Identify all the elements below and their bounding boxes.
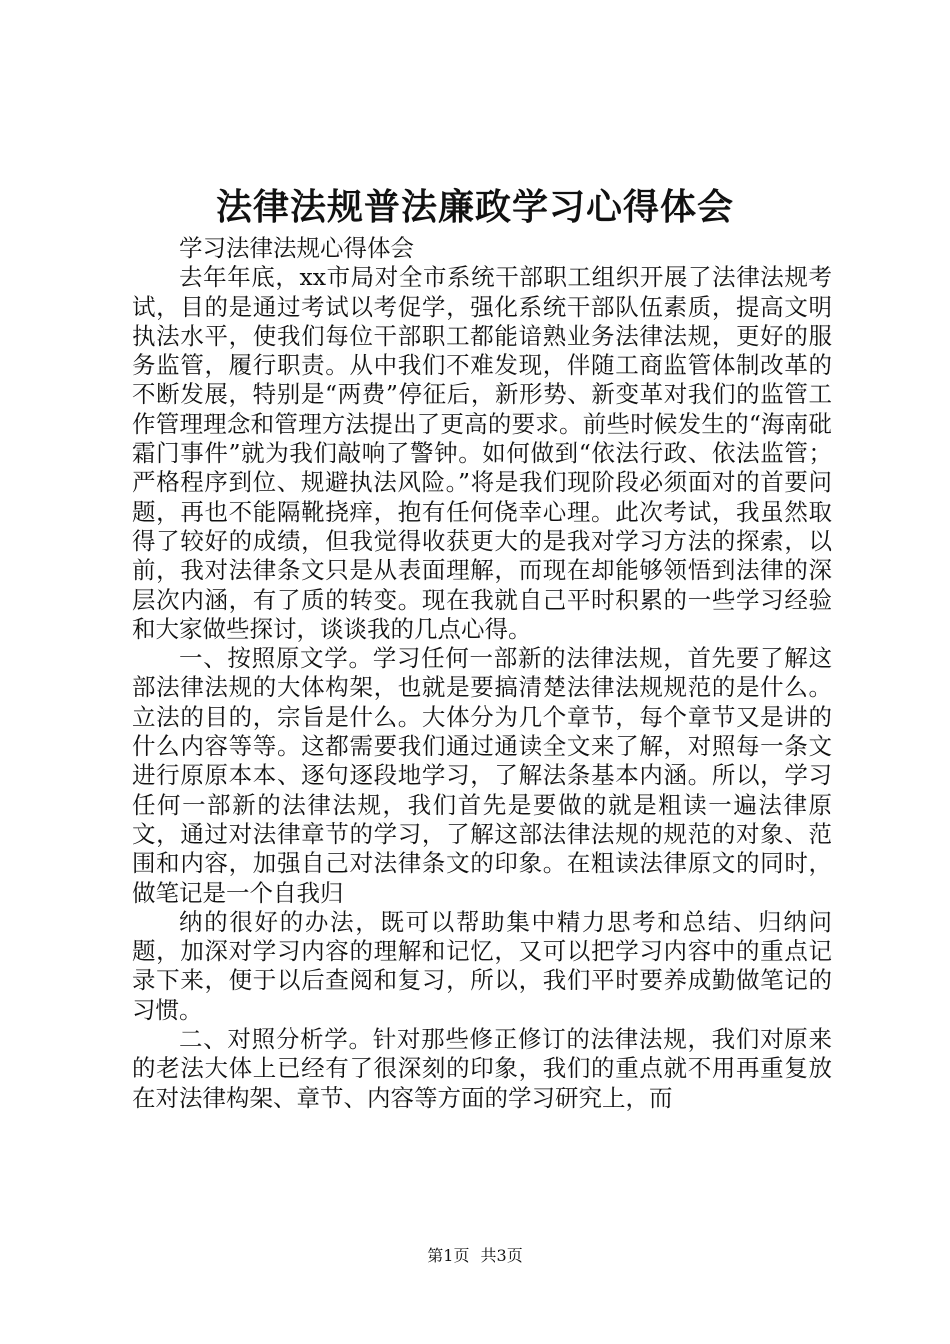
page-footer	[0, 1244, 950, 1268]
body-paragraph: 纳的很好的办法，既可以帮助集中精力思考和总结、归纳问题，加深对学习内容的理解和记忆，又可以把学习内容中的重点记录下来，便于以后查阅和复习，所以，我们平时要养成勤做笔记的习惯。	[132, 907, 832, 1024]
page-number: 第1页	[427, 1246, 470, 1265]
body-paragraph: 一、按照原文学。学习任何一部新的法律法规，首先要了解这部法律法规的大体构架，也就是要搞清楚法律法规规范的是什么。立法的目的，宗旨是什么。大体分为几个章节，每个章节又是讲的什么内容等等。这都需要我们通过通读全文来了解，对照每一条文进行原原本本、逐句逐段地学习，了解法条基本内涵。所以，学习任何一部新的法律法规，我们首先是要做的就是粗读一遍法律原文，通过对法律章节的学习，了解这部法律法规的规范的对象、范围和内容，加强自己对法律条文的印象。在粗读法律原文的同时，做笔记是一个自我归	[132, 644, 832, 907]
body-paragraph: 去年年底，xx市局对全市系统干部职工组织开展了法律法规考试，目的是通过考试以考促学，强化系统干部队伍素质，提高文明执法水平，使我们每位干部职工都能谙熟业务法律法规，更好的服务监管，履行职责。从中我们不难发现，伴随工商监管体制改革的不断发展，特别是“两费”停征后，新形势、新变革对我们的监管工作管理理念和管理方法提出了更高的要求。前些时候发生的“海南砒霜门事件”就为我们敲响了警钟。如何做到“依法行政、依法监管；严格程序到位、规避执法风险。”将是我们现阶段必须面对的首要问题，再也不能隔靴挠痒，抱有任何侥幸心理。此次考试，我虽然取得了较好的成绩，但我觉得收获更大的是我对学习方法的探索，以前，我对法律条文只是从表面理解，而现在却能够领悟到法律的深层次内涵，有了质的转变。现在我就自己平时积累的一些学习经验和大家做些探讨，谈谈我的几点心得。	[132, 263, 832, 643]
body-paragraph: 二、对照分析学。针对那些修正修订的法律法规，我们对原来的老法大体上已经有了很深刻的印象，我们的重点就不用再重复放在对法律构架、章节、内容等方面的学习研究上，而	[132, 1025, 832, 1112]
page-total: 共3页	[480, 1246, 523, 1265]
document-title: 法律法规普法廉政学习心得体会	[215, 186, 734, 228]
document-body	[132, 234, 832, 1113]
subtitle-paragraph: 学习法律法规心得体会	[179, 234, 414, 262]
